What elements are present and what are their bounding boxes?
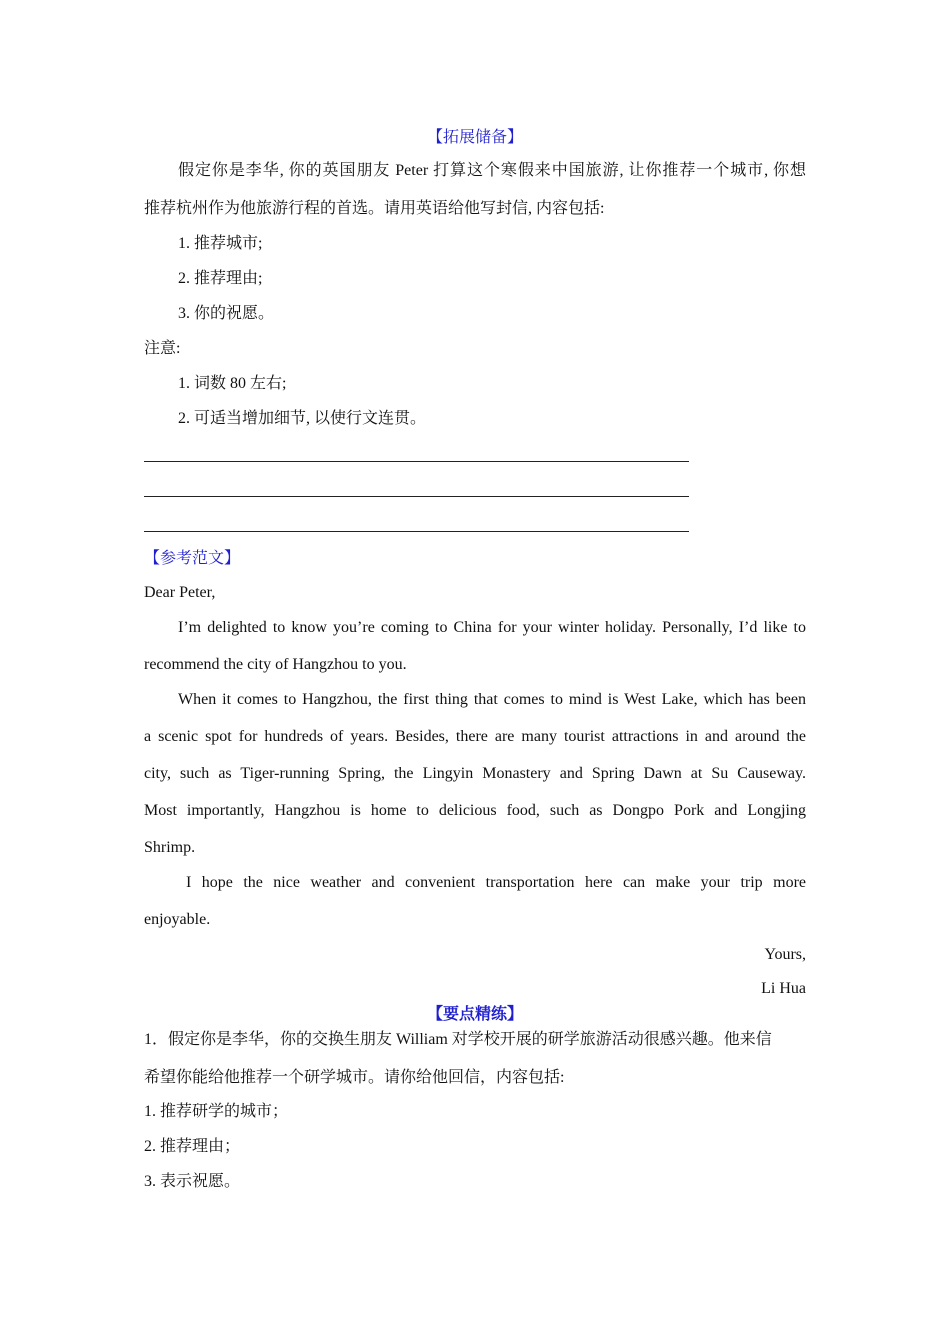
answer-line-1 — [144, 461, 689, 462]
essay-salutation: Dear Peter, — [144, 584, 216, 601]
essay-line-5: city, such as Tiger-running Spring, the Lingyin Monastery and Spring Dawn at Su Causeway. — [144, 765, 806, 782]
essay-line-8: I hope the nice weather and convenient transportation here can make your trip more — [186, 874, 806, 891]
note-1: 1. 词数 80 左右; — [178, 375, 287, 392]
extension-prompt-line-1: 假定你是李华, 你的英国朋友 Peter 打算这个寒假来中国旅游, 让你推荐一个城市, 你想 — [178, 162, 806, 179]
essay-line-3: When it comes to Hangzhou, the first thing that comes to mind is West Lake, which has been — [178, 691, 806, 708]
answer-line-2 — [144, 496, 689, 497]
essay-line-1: I’m delighted to know you’re coming to China for your winter holiday. Personally, I’d like to — [178, 619, 806, 636]
answer-line-3 — [144, 531, 689, 532]
essay-signature: Li Hua — [761, 980, 806, 997]
extension-point-1: 1. 推荐城市; — [178, 235, 263, 252]
practice-q1-line-2: 希望你能给他推荐一个研学城市。请你给他回信，内容包括: — [144, 1069, 565, 1086]
essay-line-7: Shrimp. — [144, 839, 196, 856]
practice-point-2: 2. 推荐理由； — [144, 1138, 241, 1155]
essay-line-9: enjoyable. — [144, 911, 211, 928]
practice-point-3: 3. 表示祝愿。 — [144, 1173, 241, 1190]
notes-label: 注意: — [144, 340, 181, 357]
essay-closing: Yours, — [764, 946, 806, 963]
note-2: 2. 可适当增加细节, 以使行文连贯。 — [178, 410, 427, 427]
essay-line-6: Most importantly, Hangzhou is home to delicious food, such as Dongpo Pork and Longjing — [144, 802, 806, 819]
extension-heading: 【拓展储备】 — [426, 129, 523, 146]
extension-prompt-line-2: 推荐杭州作为他旅游行程的首选。请用英语给他写封信, 内容包括: — [144, 200, 605, 217]
practice-q1-line-1: 1．假定你是李华，你的交换生朋友 William 对学校开展的研学旅游活动很感兴趣。他来信 — [144, 1031, 772, 1048]
essay-line-2: recommend the city of Hangzhou to you. — [144, 656, 407, 673]
extension-point-2: 2. 推荐理由; — [178, 270, 263, 287]
practice-heading: 【要点精练】 — [426, 1006, 523, 1023]
extension-point-3: 3. 你的祝愿。 — [178, 305, 275, 322]
model-essay-heading: 【参考范文】 — [144, 550, 241, 567]
practice-point-1: 1. 推荐研学的城市； — [144, 1103, 289, 1120]
essay-line-4: a scenic spot for hundreds of years. Besides, there are many tourist attractions in and around the — [144, 728, 806, 745]
